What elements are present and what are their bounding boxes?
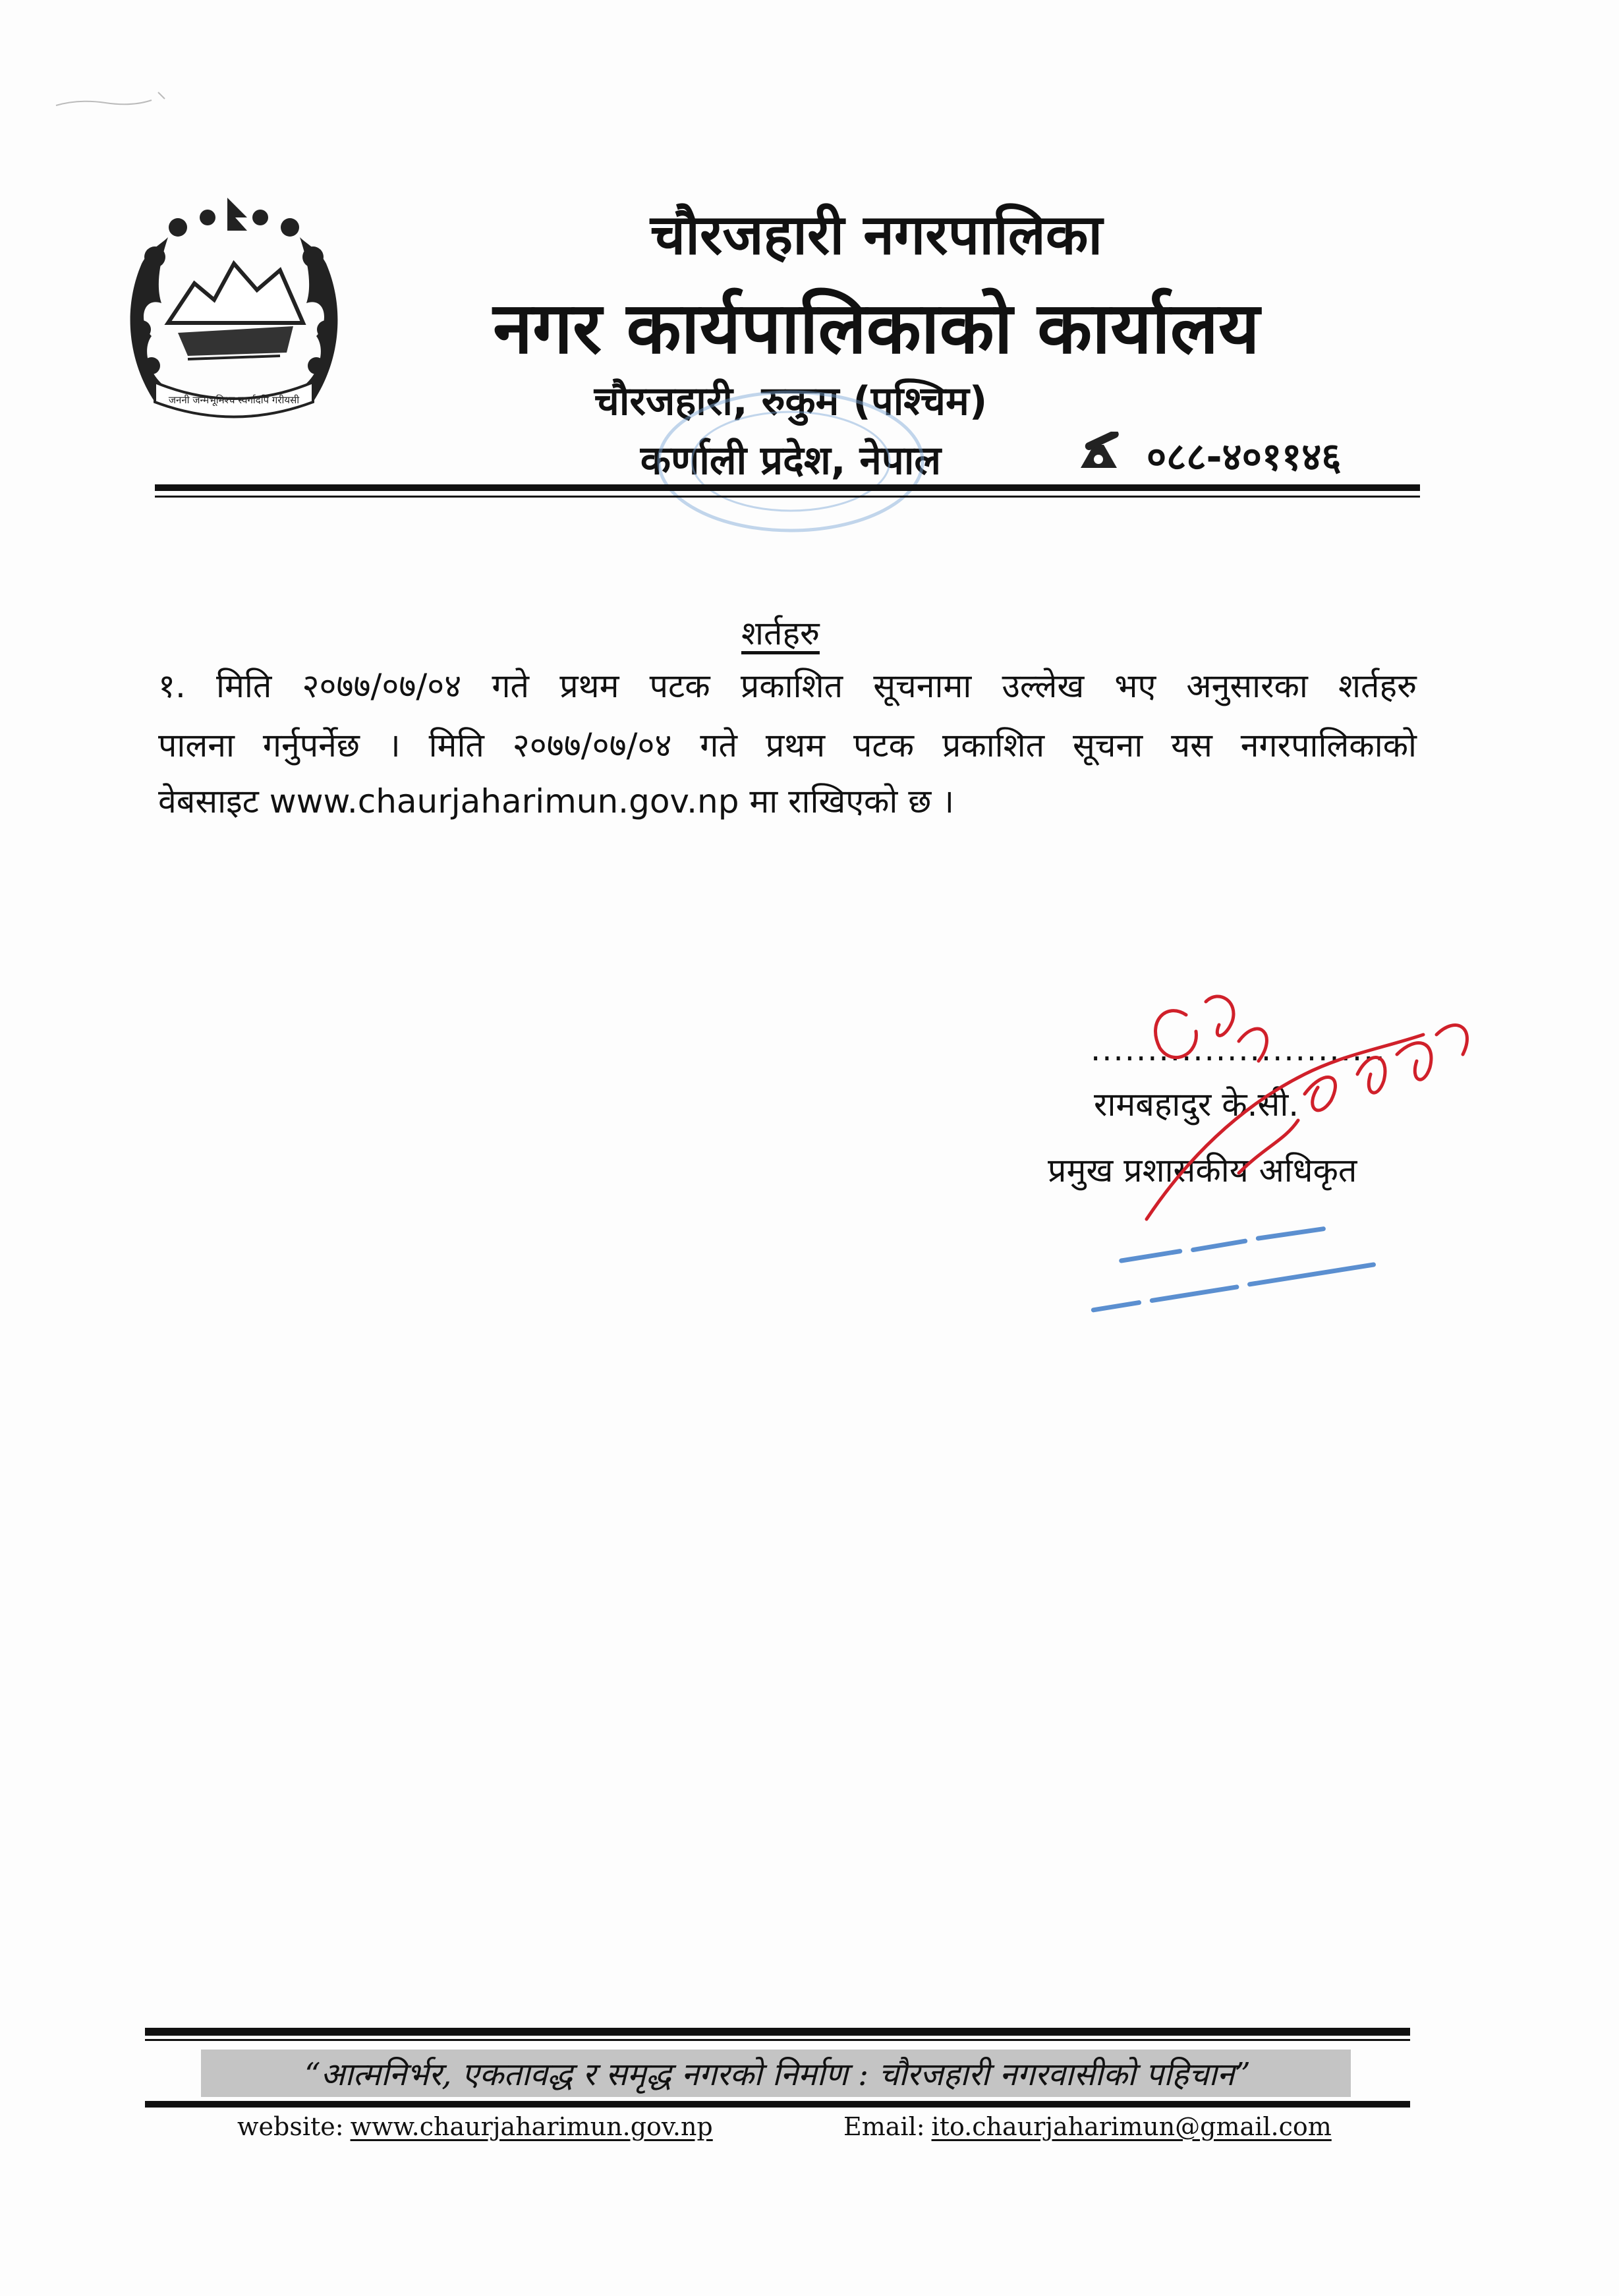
header-divider-thin [155, 496, 1420, 498]
footer-divider-bottom [145, 2101, 1410, 2108]
footer-divider [145, 2028, 1410, 2036]
slogan-text: “आत्मनिर्भर, एकतावद्ध र समृद्ध नगरको निर्माण : चौरजहारी नगरवासीको पहिचान” [304, 2056, 1251, 2093]
signer-title: प्रमुख प्रशासकीय अधिकृत [1048, 1151, 1357, 1190]
office-stamp-icon [646, 382, 936, 540]
address-line-1: चौरजहारी, रुकुम (पश्चिम) [594, 378, 988, 424]
address-line-2: कर्णाली प्रदेश, नेपाल [640, 438, 942, 484]
nepal-emblem-icon [115, 191, 353, 428]
email-label: Email: [843, 2112, 925, 2141]
signature-line: .......................... [1091, 1031, 1386, 1068]
header-divider [155, 484, 1420, 491]
svg-text:जननी जन्मभूमिश्च स्वर्गादपि गर: जननी जन्मभूमिश्च स्वर्गादपि गरीयसी [168, 394, 300, 406]
footer-divider-thin [145, 2039, 1410, 2041]
body-line: वेबसाइट www.chaurjaharimun.gov.np मा राखिएको छ । [158, 782, 955, 820]
handwritten-signature [1107, 975, 1476, 1226]
website-label: website: [237, 2112, 344, 2141]
office-name: नगर कार्यपालिकाको कार्यालय [493, 287, 1260, 370]
body-line: १. मिति २०७७/०७/०४ गते प्रथम पटक प्रकाशित सूचनामा उल्लेख भए अनुसारका शर्तहरु [158, 667, 1417, 705]
phone-number: ०८८-४०११४६ [1147, 434, 1342, 479]
website-link[interactable]: www.chaurjaharimun.gov.np [350, 2112, 713, 2141]
telephone-icon [1074, 432, 1127, 478]
body-line: पालना गर्नुपर्नेछ । मिति २०७७/०७/०४ गते प्रथम पटक प्रकाशित सूचना यस नगरपालिकाको [158, 726, 1417, 764]
scan-mark [53, 86, 178, 112]
org-name: चौरजहारी नगरपालिका [650, 202, 1103, 267]
footer-email [843, 2112, 1332, 2141]
section-heading: शर्तहरु [741, 614, 820, 652]
footer-website [237, 2112, 713, 2141]
signer-name: रामबहादुर के.सी. [1094, 1085, 1299, 1124]
phone-contact [1074, 428, 1342, 481]
officer-stamp-icon [1064, 1209, 1407, 1341]
email-link[interactable]: ito.chaurjaharimun@gmail.com [931, 2112, 1332, 2141]
